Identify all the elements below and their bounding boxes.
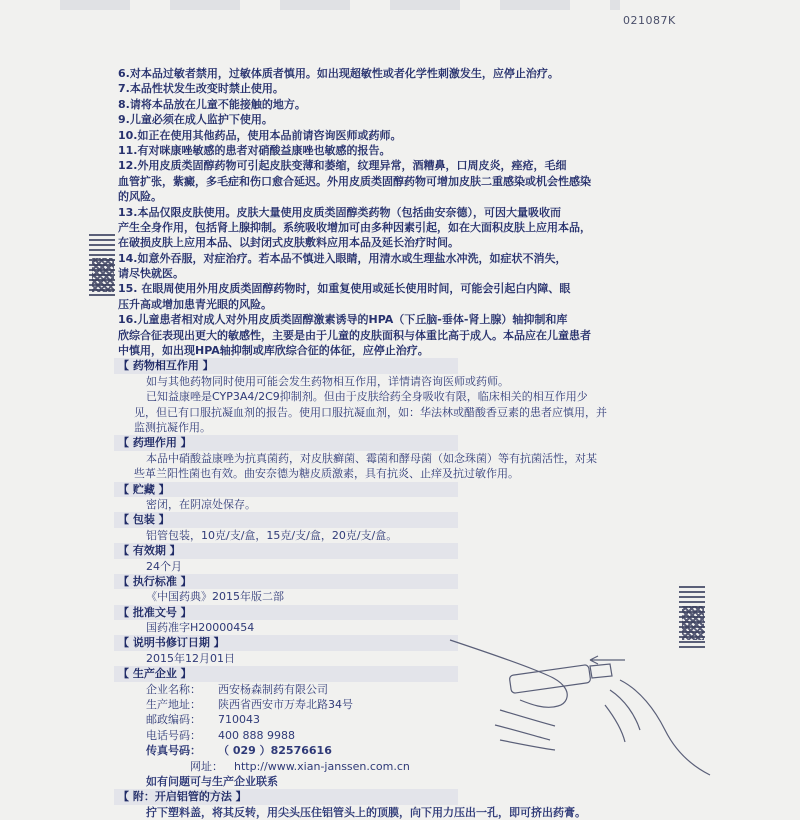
section-heading-revision: 【 说明书修订日期 】	[114, 635, 458, 650]
section-heading-pharmacology: 【 药理作用 】	[114, 435, 458, 450]
revision-value: 2015年12月01日	[146, 651, 235, 665]
pharmacology-line: 些革兰阳性菌也有效。曲安奈德为糖皮质激素，具有抗炎、止痒及抗过敏作用。	[134, 467, 519, 481]
manufacturer-key: 邮政编码：	[146, 713, 201, 727]
interactions-line: 见，但已有口服抗凝血剂的报告。使用口服抗凝血剂，如：华法林或醋酸香豆素的患者应慎用，并	[134, 405, 607, 419]
tube-opening-illustration	[440, 630, 760, 780]
package-value: 铝管包装，10克/支/盒，15克/支/盒，20克/支/盒。	[146, 528, 398, 542]
section-heading-approval: 【 批准文号 】	[114, 605, 458, 620]
validity-value: 24个月	[146, 559, 182, 573]
approval-value: 国药准字H20000454	[146, 621, 255, 635]
interactions-line: 已知益康唑是CYP3A4/2C9抑制剂。但由于皮肤给药全身吸收有限，临床相关的相互作用少	[146, 390, 588, 404]
precaution-9: 9.儿童必须在成人监护下使用。	[118, 113, 273, 127]
arrow-icon	[590, 656, 625, 664]
manufacturer-value: 710043	[218, 713, 260, 727]
appendix-text: 拧下塑料盖，将其反转，用尖头压住铝管头上的顶膜，向下用力压出一孔，即可挤出药膏。	[146, 805, 586, 819]
manufacturer-key: 企业名称：	[146, 682, 201, 696]
precaution-16-line2: 欣综合征表现出更大的敏感性，主要是由于儿童的皮肤面积与体重比高于成人。本品应在儿童患者	[118, 328, 591, 342]
tube-cap	[590, 664, 612, 678]
hand-right	[620, 680, 710, 775]
pharmacology-line: 本品中硝酸益康唑为抗真菌药，对皮肤癣菌、霉菌和酵母菌（如念珠菌）等有抗菌活性，对某	[146, 451, 597, 465]
manufacturer-key: 生产地址：	[146, 698, 201, 712]
precaution-13-line2: 产生全身作用，包括肾上腺抑制。系统吸收增加可由多种因素引起，如在大面积皮肤上应用本品，	[118, 220, 591, 234]
precaution-13-line1: 13.本品仅限皮肤使用。皮肤大量使用皮质类固醇类药物（包括曲安奈德），可因大量吸收而	[118, 205, 561, 219]
document-code: 021087K	[623, 14, 676, 27]
manufacturer-key: 传真号码：	[146, 744, 201, 758]
section-heading-package: 【 包装 】	[114, 512, 458, 527]
precaution-11: 11.有对咪康唑敏感的患者对硝酸益康唑也敏感的报告。	[118, 143, 391, 157]
manufacturer-value: （ 029 ）82576616	[218, 744, 332, 758]
precaution-12-line2: 血管扩张，紫癜，多毛症和伤口愈合延迟。外用皮质类固醇药物可增加皮肤二重感染或机会性感染	[118, 174, 591, 188]
precaution-15-line1: 15. 在眼周使用外用皮质类固醇药物时，如重复使用或延长使用时间，可能会引起白内障、眼	[118, 282, 571, 296]
hand-outline	[450, 640, 567, 707]
manufacturer-value: 陕西省西安市万寿北路34号	[218, 698, 353, 712]
manufacturer-website: http://www.xian-janssen.com.cn	[234, 759, 410, 773]
section-heading-manufacturer: 【 生产企业 】	[114, 666, 458, 681]
precaution-16-line3: 中慎用，如出现HPA轴抑制或库欣综合征的体征，应停止治疗。	[118, 344, 429, 358]
section-heading-standard: 【 执行标准 】	[114, 574, 458, 589]
precaution-15-line2: 压升高或增加患青光眼的风险。	[118, 297, 272, 311]
precaution-14-line2: 请尽快就医。	[118, 267, 184, 281]
precaution-10: 10.如正在使用其他药品，使用本品前请咨询医师或药师。	[118, 128, 402, 142]
manufacturer-key: 网址：	[190, 759, 223, 773]
section-heading-storage: 【 贮藏 】	[114, 482, 458, 497]
precaution-13-line3: 在破损皮肤上应用本品、以封闭式皮肤敷料应用本品及延长治疗时间。	[118, 236, 459, 250]
manufacturer-key: 电话号码：	[146, 728, 201, 742]
manufacturer-contact-note: 如有问题可与生产企业联系	[146, 774, 278, 788]
precaution-7: 7.本品性状发生改变时禁止使用。	[118, 82, 284, 96]
precaution-12-line1: 12.外用皮质类固醇药物可引起皮肤变薄和萎缩，纹理异常，酒糟鼻，口周皮炎，痤疮，毛细	[118, 159, 567, 173]
top-edge-mark	[60, 0, 620, 10]
precaution-14-line1: 14.如意外吞服，对症治疗。若本品不慎进入眼睛，用清水或生理盐水冲洗，如症状不消失，	[118, 251, 567, 265]
section-heading-appendix: 【 附：开启铝管的方法 】	[114, 789, 458, 804]
section-heading-interactions: 【 药物相互作用 】	[114, 358, 458, 373]
precaution-12-line3: 的风险。	[118, 190, 162, 204]
left-qr-code	[92, 258, 114, 292]
precaution-6: 6.对本品过敏者禁用，过敏体质者慎用。如出现超敏性或者化学性刺激发生，应停止治疗。	[118, 67, 559, 80]
standard-value: 《中国药典》2015年版二部	[146, 590, 284, 604]
manufacturer-value: 400 888 9988	[218, 728, 295, 742]
interactions-line: 如与其他药物同时使用可能会发生药物相互作用，详情请咨询医师或药师。	[146, 374, 509, 388]
precaution-16-line1: 16.儿童患者相对成人对外用皮质类固醇激素诱导的HPA（下丘脑-垂体-肾上腺）轴抑制和库	[118, 313, 568, 327]
hand-fingers	[495, 710, 555, 750]
storage-value: 密闭，在阴凉处保存。	[146, 497, 256, 511]
hand-right-fingers	[605, 690, 640, 742]
tube-body	[509, 665, 591, 694]
manufacturer-value: 西安杨森制药有限公司	[218, 682, 328, 696]
section-heading-validity: 【 有效期 】	[114, 543, 458, 558]
interactions-line: 监测抗凝作用。	[134, 420, 211, 434]
precaution-8: 8.请将本品放在儿童不能接触的地方。	[118, 97, 306, 111]
